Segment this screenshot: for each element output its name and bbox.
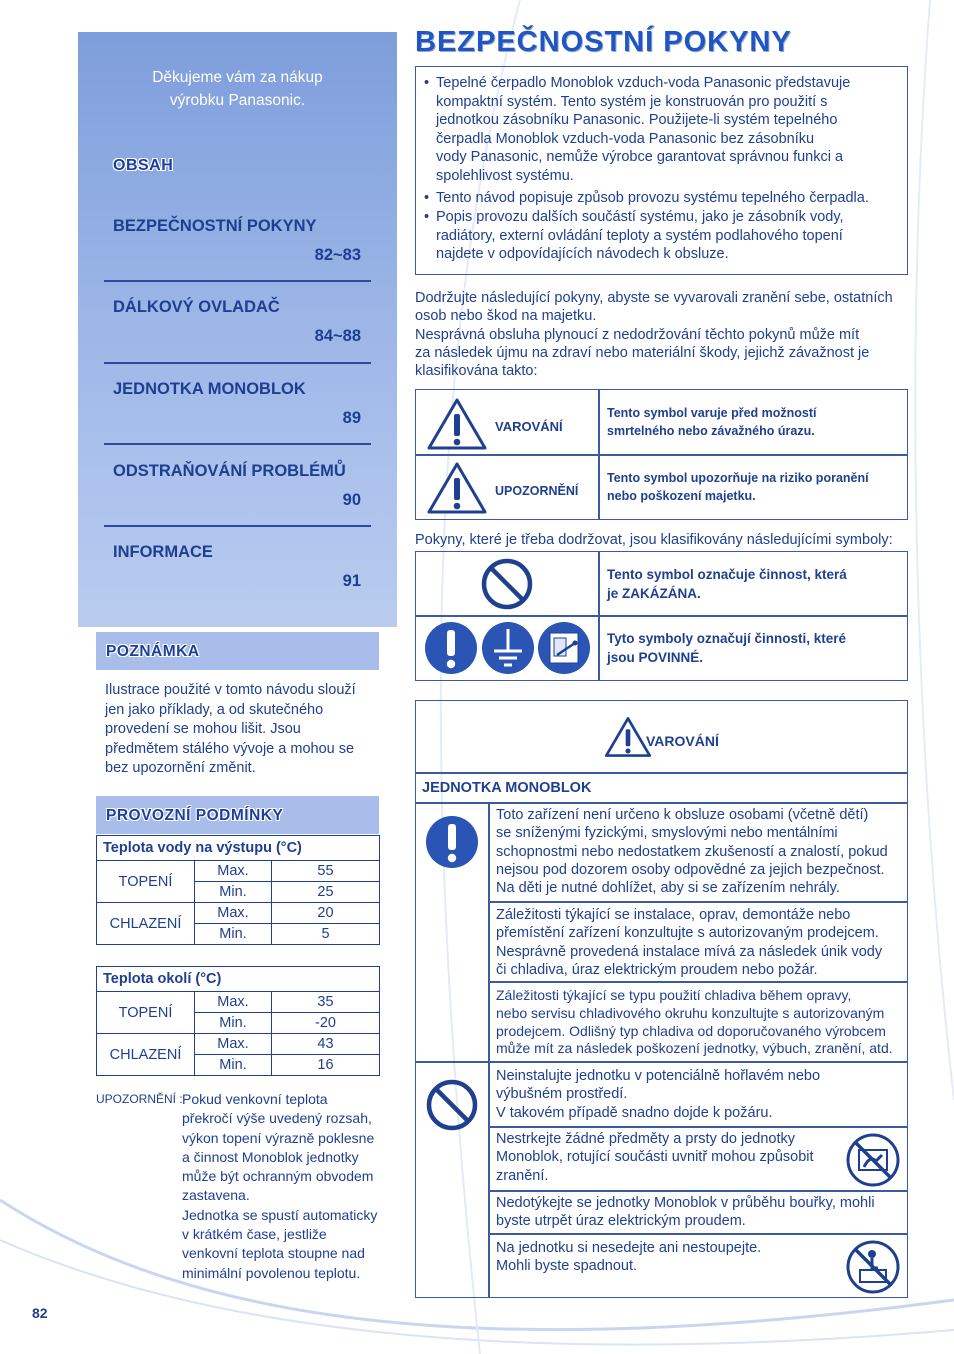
- caution-line: minimální povolenou teplotu.: [182, 1264, 361, 1281]
- kind-cell: Min.: [195, 1055, 272, 1076]
- caution-line: může být ochranným obvodem: [182, 1168, 374, 1185]
- toc-label: BEZPEČNOSTNÍ POKYNY: [113, 217, 317, 235]
- intro-box: • Tepelné čerpadlo Monoblok vzduch-voda Panasonic představuje kompaktní systém. Tento systém je konstruován pro použití s jednotkou zásobníku Panasonic. Použijete-li systém tepelného čerpadla Monoblok vzduch-voda Panasonic bez zásobníku vody Panasonic, nemůže výrobce garantovat správnou funkci a spolehlivost systému. • Tento návod popisuje způsob provozu systému tepelného čerpadla. • Popis provozu dalších součástí systému, jako je zásobník vody, radiátory, externí ovládání teploty a systém podlahového topení najdete v odpovídajících návodech k obsluze.: [415, 66, 908, 275]
- unplug-power-icon: [537, 621, 591, 675]
- mode-cell: TOPENÍ: [97, 861, 195, 903]
- warning-line: výbušném prostředí.: [496, 1086, 628, 1103]
- value-cell: 20: [272, 903, 380, 924]
- warning-subheading: JEDNOTKA MONOBLOK: [422, 780, 592, 796]
- para-line: Dodržujte následující pokyny, abyste se vyvarovali zranění sebe, ostatních: [415, 290, 893, 306]
- value-cell: -20: [272, 1013, 380, 1034]
- caution-line: venkovní teplota stoupne nad: [182, 1245, 365, 1262]
- warning-item-prohibited: [496, 1067, 901, 1122]
- warning-line: Toto zařízení není určeno k obsluze osobami (včetně dětí): [496, 807, 869, 823]
- warning-line: Monoblok, rotující součásti uvnitř mohou způsobit: [496, 1149, 814, 1166]
- caution-line: zastavena.: [182, 1187, 250, 1204]
- no-fingers-icon: [846, 1133, 900, 1187]
- warning-line: Na jednotku si nesedejte ani nestoupejte.: [496, 1240, 762, 1256]
- toc-divider: [104, 443, 371, 445]
- severity-desc-warning: [607, 404, 817, 440]
- warning-line: byste utrpět úraz elektrickým proudem.: [496, 1213, 746, 1230]
- bullet-line: vody Panasonic, nemůže výrobce garantovat správnou funkci a: [436, 149, 844, 165]
- desc-line: jsou POVINNÉ.: [607, 649, 704, 665]
- mode-cell: CHLAZENÍ: [97, 1034, 195, 1076]
- warning-item-prohibited: [496, 1130, 836, 1185]
- toc-item-remote[interactable]: [104, 298, 371, 379]
- warning-line: Záležitosti týkající se typu použití chladiva během opravy,: [496, 987, 852, 1003]
- caution-line: překročí výše uvedený rozsah,: [182, 1110, 372, 1127]
- warning-line: nejsou pod dozorem osoby odpovědné za jejich bezpečnost.: [496, 861, 885, 878]
- ambient-temp-table: [96, 966, 380, 1076]
- warning-item-mandatory: [496, 987, 901, 1058]
- bullet-line: radiátory, externí ovládání teploty a systém podlahového topení: [436, 227, 843, 244]
- thanks-line: výrobku Panasonic.: [169, 92, 306, 109]
- warning-item-divider: [488, 1233, 907, 1235]
- instructions-paragraph: [415, 289, 910, 380]
- no-sitting-icon: [846, 1240, 900, 1294]
- kind-cell: Max.: [195, 992, 272, 1013]
- warning-line: Mohli byste spadnout.: [496, 1258, 638, 1275]
- prohibited-icon: [480, 557, 534, 611]
- warning-divider: [416, 802, 907, 804]
- note-heading: POZNÁMKA: [106, 643, 200, 660]
- toc-page: 89: [342, 409, 361, 427]
- bullet-line: čerpadla Monoblok vzduch-voda Panasonic bez zásobníku: [436, 130, 815, 147]
- desc-line: Tento symbol označuje činnost, která: [607, 567, 847, 582]
- desc-line: Tento symbol varuje před možností: [607, 406, 817, 420]
- value-cell: 35: [272, 992, 380, 1013]
- earthing-icon: [481, 621, 535, 675]
- warning-item-divider: [488, 901, 907, 903]
- caution-line: a činnost Monoblok jednotky: [182, 1148, 359, 1165]
- warning-line: Neinstalujte jednotku v potenciálně hořlavém nebo: [496, 1068, 821, 1084]
- caution-label: UPOZORNĚNÍ :: [96, 1092, 183, 1106]
- warning-item-prohibited: [496, 1194, 901, 1231]
- page-title: BEZPEČNOSTNÍ POKYNY: [415, 26, 792, 58]
- warning-line: prodejcem. Odlišný typ chladiva od doporučovaného výrobcem: [496, 1022, 886, 1039]
- conditions-heading: PROVOZNÍ PODMÍNKY: [106, 807, 284, 824]
- bullet-line: Popis provozu dalších součástí systému, jako je zásobník vody,: [436, 209, 844, 225]
- toc-item-troubleshooting[interactable]: [104, 462, 371, 543]
- toc-page: 82~83: [314, 246, 361, 264]
- toc-page: 91: [342, 572, 361, 590]
- note-line: předmětem stálého vývoje a mohou se: [105, 740, 355, 757]
- desc-line: Tento symbol upozorňuje na riziko poranění: [607, 471, 869, 485]
- warning-line: Nedotýkejte se jednotky Monoblok v průběhu bouřky, mohli: [496, 1195, 875, 1211]
- warning-line: může mít za následek poškození jednotky, výbuch, zranění, atd.: [496, 1040, 893, 1057]
- desc-line: nebo poškození majetku.: [607, 489, 756, 503]
- warning-item-divider: [488, 1190, 907, 1192]
- severity-row-divider: [416, 454, 907, 456]
- toc-label: JEDNOTKA MONOBLOK: [113, 380, 306, 398]
- symbols-paragraph: Pokyny, které je třeba dodržovat, jsou klasifikovány následujícími symboly:: [415, 532, 893, 548]
- prohibited-icon: [425, 1078, 479, 1132]
- toc-divider: [104, 525, 371, 527]
- note-text: [105, 681, 375, 779]
- kind-cell: Min.: [195, 1013, 272, 1034]
- toc-item-monoblock[interactable]: [104, 380, 371, 461]
- warning-item-mandatory: [496, 906, 901, 979]
- bullet-line: najdete v odpovídajících návodech k obsluze.: [436, 246, 729, 262]
- toc-label: ODSTRAŇOVÁNÍ PROBLÉMŮ: [113, 462, 346, 480]
- bullet-line: spolehlivost systému.: [436, 167, 574, 184]
- warning-divider: [416, 1061, 907, 1063]
- mode-cell: TOPENÍ: [97, 992, 195, 1034]
- warning-line: V takovém případě snadno dojde k požáru.: [496, 1104, 773, 1121]
- value-cell: 55: [272, 861, 380, 882]
- warning-line: či chladiva, úraz elektrickým proudem nebo požár.: [496, 961, 818, 978]
- bullet-line: Tepelné čerpadlo Monoblok vzduch-voda Panasonic představuje: [436, 75, 851, 91]
- value-cell: 25: [272, 882, 380, 903]
- mandatory-exclamation-icon: [425, 815, 479, 869]
- warning-divider: [416, 772, 907, 774]
- caution-text: [182, 1090, 382, 1283]
- para-line: osob nebo škod na majetku.: [415, 308, 597, 325]
- warning-item-prohibited: [496, 1239, 836, 1276]
- page-number: 82: [32, 1305, 48, 1321]
- value-cell: 16: [272, 1055, 380, 1076]
- para-line: klasifikována takto:: [415, 363, 538, 380]
- kind-cell: Max.: [195, 861, 272, 882]
- toc-divider: [104, 280, 371, 282]
- warning-section-box: [415, 700, 908, 1298]
- mode-cell: CHLAZENÍ: [97, 903, 195, 945]
- severity-box: [415, 389, 908, 520]
- warning-line: nebo servisu chladivového okruhu konzultujte s autorizovaným: [496, 1004, 885, 1021]
- severity-desc-caution: [607, 469, 869, 505]
- toc-item-information[interactable]: [104, 543, 371, 624]
- note-heading-bar: [96, 632, 379, 670]
- water-temp-table: [96, 835, 380, 945]
- thanks-text: [78, 66, 397, 112]
- water-temp-header: Teplota vody na výstupu (°C): [97, 836, 380, 861]
- caution-triangle-icon: [426, 461, 488, 515]
- warning-item-mandatory: [496, 806, 901, 897]
- note-line: provedení se mohou lišit. Jsou: [105, 721, 301, 737]
- bullet-line: jednotkou zásobníku Panasonic. Použijete-li systém tepelného: [436, 112, 838, 128]
- warning-line: Nestrkejte žádné předměty a prsty do jednotky: [496, 1131, 796, 1147]
- severity-label-caution: UPOZORNĚNÍ: [495, 484, 579, 498]
- warning-item-divider: [488, 981, 907, 983]
- severity-label-warning: VAROVÁNÍ: [495, 419, 563, 434]
- toc-label: DÁLKOVÝ OVLADAČ: [113, 298, 280, 316]
- note-line: bez upozornění změnit.: [105, 760, 256, 776]
- desc-line: je ZAKÁZÁNA.: [607, 585, 701, 601]
- warning-line: zranění.: [496, 1167, 549, 1184]
- prohibited-desc: [607, 566, 847, 603]
- symbols-row-divider: [416, 615, 907, 617]
- bullet-line: Tento návod popisuje způsob provozu systému tepelného čerpadla.: [436, 190, 869, 206]
- kind-cell: Min.: [195, 882, 272, 903]
- toc-page: 90: [342, 491, 361, 509]
- warning-heading: VAROVÁNÍ: [646, 733, 719, 749]
- note-line: jen jako příklady, a od skutečného: [105, 701, 324, 718]
- toc-page: 84~88: [314, 327, 361, 345]
- para-line: za následek újmu na zdraví nebo materiální škody, jejichž závažnost je: [415, 344, 870, 361]
- caution-line: Pokud venkovní teplota: [182, 1091, 328, 1107]
- warning-triangle-icon: [426, 397, 488, 451]
- warning-line: Záležitosti týkající se instalace, oprav, demontáže nebo: [496, 907, 851, 923]
- kind-cell: Max.: [195, 1034, 272, 1055]
- warning-line: schopnostmi nebo nedostatkem zkušeností a znalostí, pokud: [496, 843, 888, 860]
- warning-triangle-icon: [604, 716, 652, 758]
- desc-line: Tyto symboly označují činnosti, které: [607, 631, 847, 646]
- toc-item-safety[interactable]: [104, 217, 371, 298]
- toc-label: INFORMACE: [113, 543, 213, 561]
- conditions-heading-bar: [96, 796, 379, 834]
- warning-line: přemístění zařízení konzultujte s autorizovaným prodejcem.: [496, 925, 879, 942]
- desc-line: smrtelného nebo závažného úrazu.: [607, 424, 815, 438]
- mandatory-desc: [607, 630, 846, 667]
- bullet-line: kompaktní systém. Tento systém je konstruován pro použití s: [436, 93, 828, 110]
- thanks-line: Děkujeme vám za nákup: [152, 69, 323, 86]
- mandatory-exclamation-icon: [424, 621, 478, 675]
- warning-column-divider: [488, 802, 490, 1297]
- ambient-temp-header: Teplota okolí (°C): [97, 967, 380, 992]
- caution-line: Jednotka se spustí automaticky: [182, 1206, 378, 1223]
- warning-item-divider: [488, 1126, 907, 1128]
- warning-line: Nesprávně provedená instalace mívá za následek únik vody: [496, 943, 883, 960]
- caution-line: v krátkém čase, jestliže: [182, 1226, 327, 1243]
- value-cell: 5: [272, 924, 380, 945]
- warning-line: se sníženými fyzickými, smyslovými nebo mentálními: [496, 825, 838, 842]
- kind-cell: Max.: [195, 903, 272, 924]
- kind-cell: Min.: [195, 924, 272, 945]
- contents-heading: OBSAH: [113, 157, 174, 174]
- caution-line: výkon topení výrazně poklesne: [182, 1129, 375, 1146]
- note-line: Ilustrace použité v tomto návodu slouží: [105, 682, 356, 698]
- value-cell: 43: [272, 1034, 380, 1055]
- warning-line: Na děti je nutné dohlížet, aby si se zařízením nehrály.: [496, 880, 840, 897]
- para-line: Nesprávná obsluha plynoucí z nedodržování těchto pokynů může mít: [415, 326, 860, 343]
- symbols-box: [415, 551, 908, 681]
- toc-divider: [104, 362, 371, 364]
